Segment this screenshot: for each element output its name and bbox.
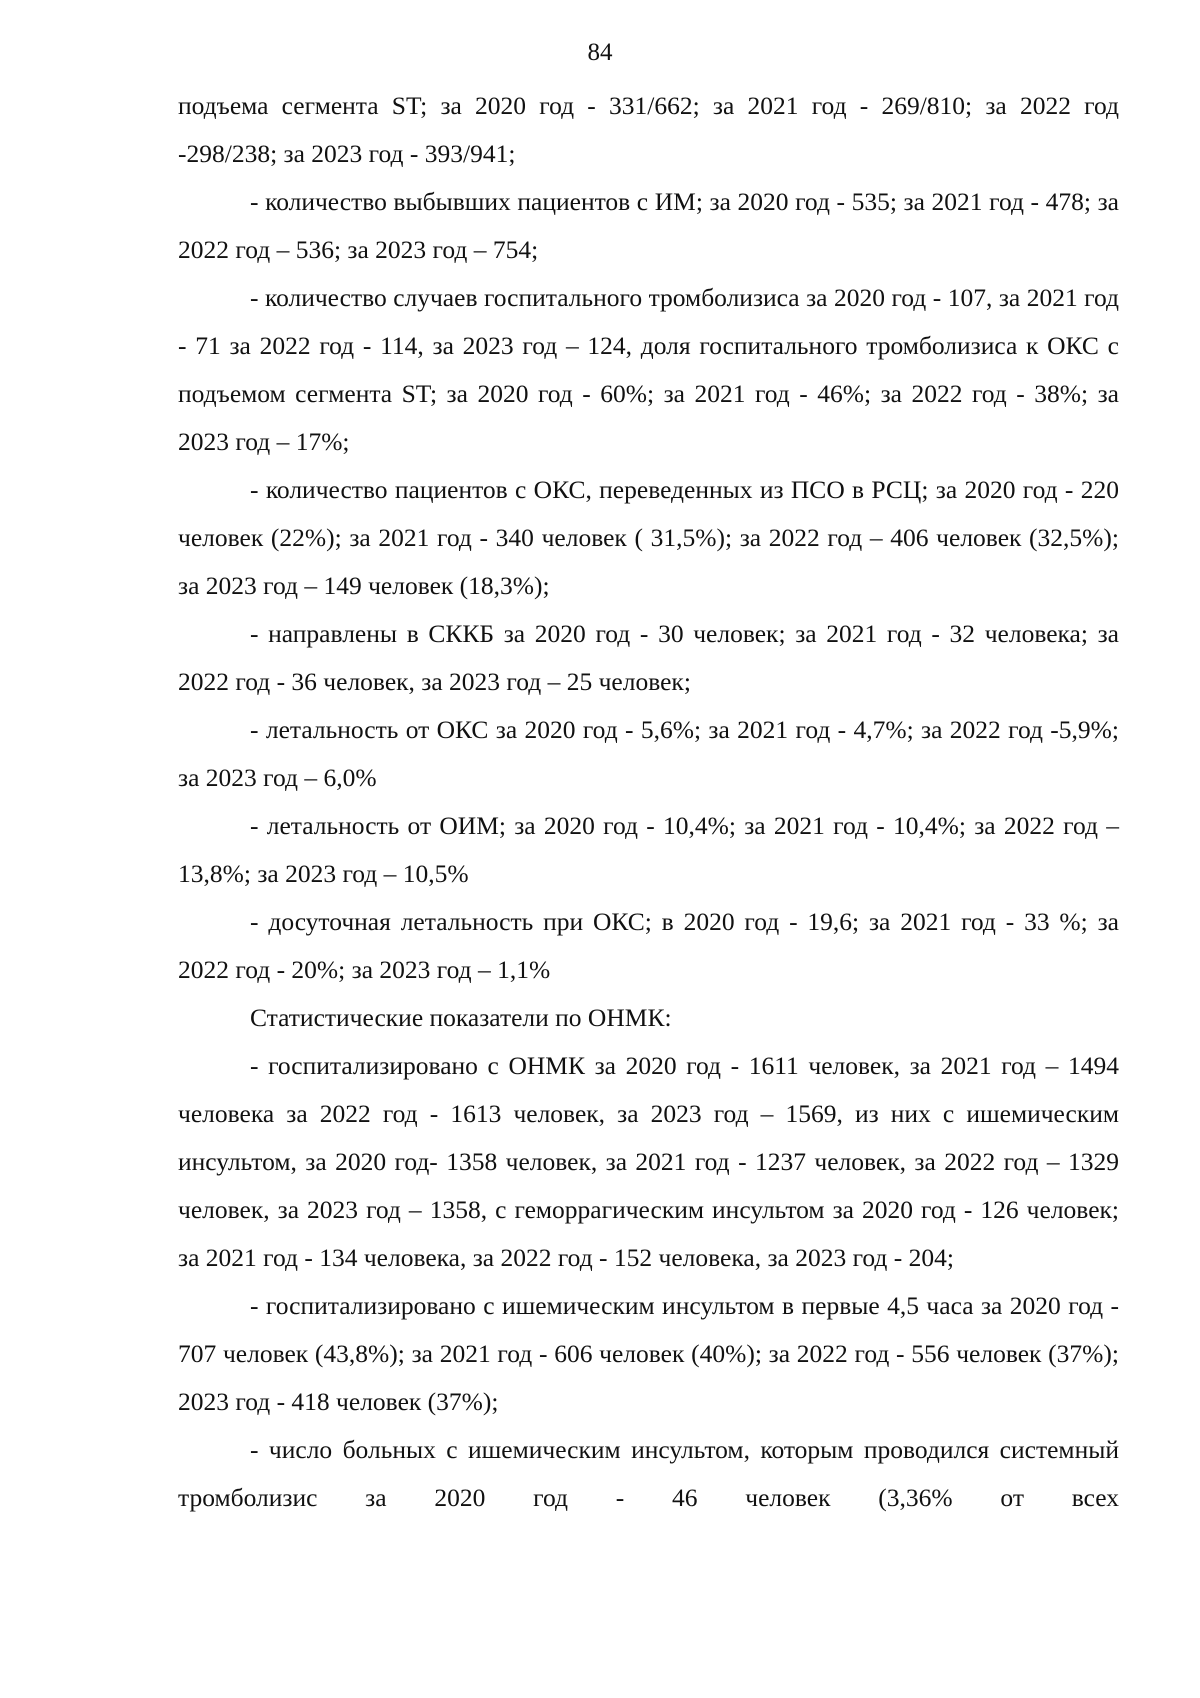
- page-number: 84: [587, 39, 613, 66]
- paragraph-st-elevation-ratio: подъема сегмента ST; за 2020 год - 331/662; за 2021 год - 269/810; за 2022 год -298/238; за 2023 год - 393/941;: [178, 91, 1119, 168]
- paragraph-referred-skkb: - направлены в СККБ за 2020 год - 30 человек; за 2021 год - 32 человека; за 2022 год - 36 человек, за 2023 год – 25 человек;: [178, 619, 1119, 696]
- paragraph-acs-mortality: - летальность от ОКС за 2020 год - 5,6%; за 2021 год - 4,7%; за 2022 год -5,9%; за 2023 год – 6,0%: [178, 715, 1119, 792]
- paragraph-transferred-patients: - количество пациентов с ОКС, переведенных из ПСО в РСЦ; за 2020 год - 220 человек (22%); за 2021 год - 340 человек ( 31,5%); за 2022 год – 406 человек (32,5%); за 2023 год – 149 человек (18,3%);: [178, 475, 1119, 600]
- paragraph-ischemic-first-hours: - госпитализировано с ишемическим инсультом в первые 4,5 часа за 2020 год - 707 человек (43,8%); за 2021 год - 606 человек (40%); за 2022 год - 556 человек (37%); 2023 год - 418 человек (37%);: [178, 1291, 1119, 1416]
- paragraph-ami-mortality: - летальность от ОИМ; за 2020 год - 10,4%; за 2021 год - 10,4%; за 2022 год – 13,8%; за 2023 год – 10,5%: [178, 811, 1119, 888]
- paragraph-stroke-hospitalized: - госпитализировано с ОНМК за 2020 год - 1611 человек, за 2021 год – 1494 человека за 2022 год - 1613 человек, за 2023 год – 1569, из них с ишемическим инсультом, за 2020 год- 1358 человек, за 2021 год - 1237 человек, за 2022 год – 1329 человек, за 2023 год – 1358, с геморрагическим инсультом за 2020 год - 126 человек; за 2021 год - 134 человека, за 2022 год - 152 человека, за 2023 год - 204;: [178, 1051, 1119, 1272]
- paragraph-discharged-mi: - количество выбывших пациентов с ИМ; за 2020 год - 535; за 2021 год - 478; за 2022 год – 536; за 2023 год – 754;: [178, 187, 1119, 264]
- paragraph-early-mortality: - досуточная летальность при ОКС; в 2020 год - 19,6; за 2021 год - 33 %; за 2022 год - 20%; за 2023 год – 1,1%: [178, 907, 1119, 984]
- document-body: [178, 82, 1119, 1522]
- paragraph-systemic-thrombolysis: - число больных с ишемическим инсультом, которым проводился системный тромболизис за 2020 год - 46 человек (3,36% от всех: [178, 1435, 1119, 1512]
- paragraph-hospital-thrombolysis: - количество случаев госпитального тромболизиса за 2020 год - 107, за 2021 год - 71 за 2022 год - 114, за 2023 год – 124, доля госпитального тромболизиса к ОКС с подъемом сегмента ST; за 2020 год - 60%; за 2021 год - 46%; за 2022 год - 38%; за 2023 год – 17%;: [178, 283, 1119, 456]
- section-heading-stroke-stats: Статистические показатели по ОНМК:: [250, 1003, 672, 1032]
